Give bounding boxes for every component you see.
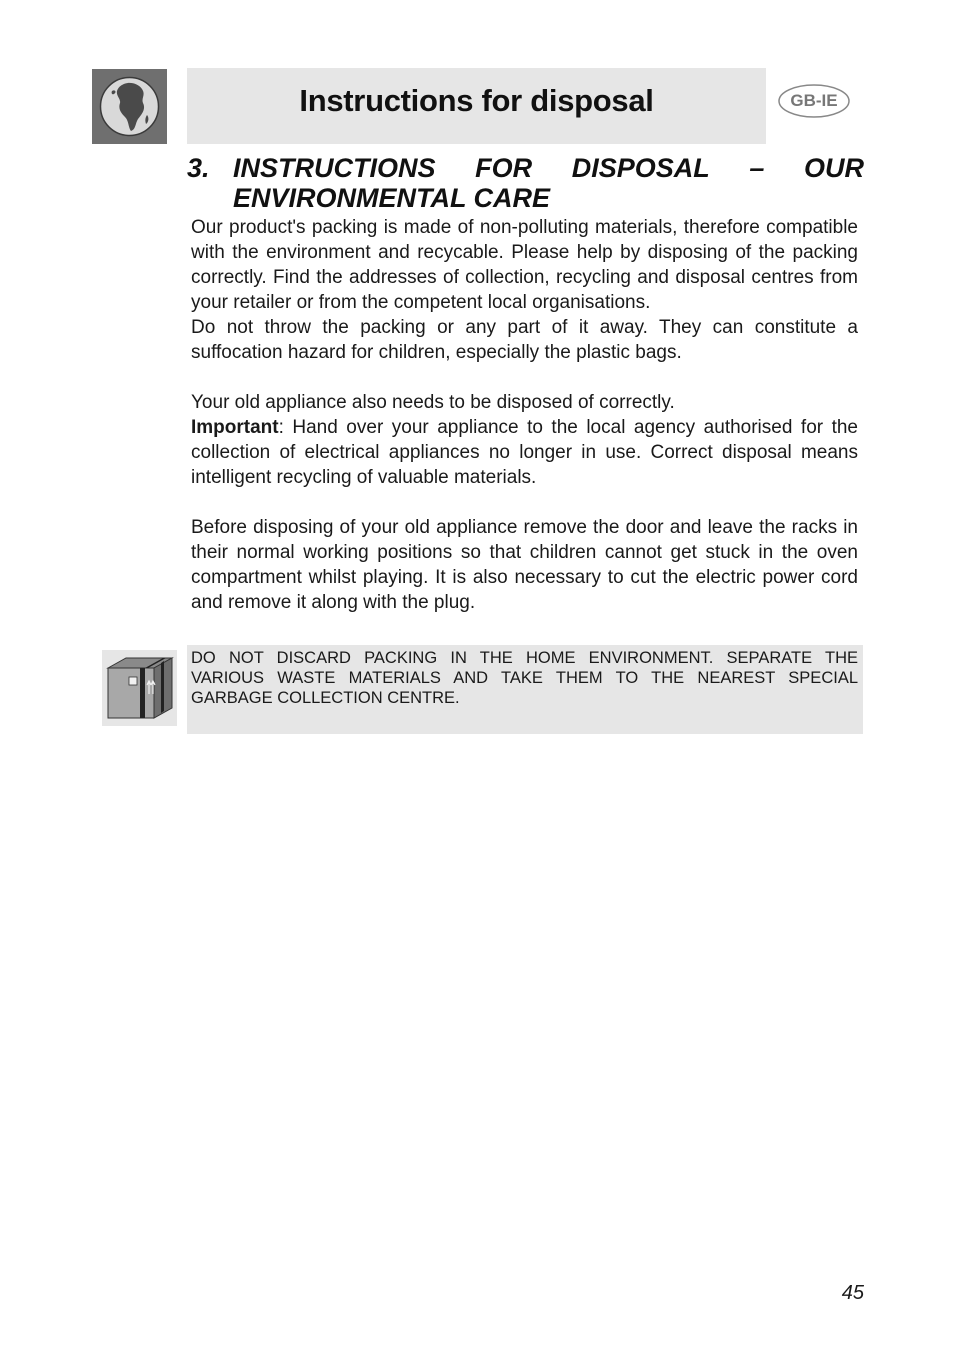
heading-word: OUR (804, 153, 864, 183)
page-number: 45 (841, 1282, 864, 1304)
important-text: : Hand over your appliance to the local agency authorised for the collection of electrical appliances no longer in use. Correct disposal means intelligent recycling of valuable materials. (191, 417, 858, 488)
important-label: Important (191, 417, 279, 438)
notice-text: DO NOT DISCARD PACKING IN THE HOME ENVIRONMENT. SEPARATE THE VARIOUS WASTE MATERIALS AND TAKE THEM TO THE NEAREST SPECIAL GARBAGE COLLECTION CENTRE. (191, 649, 858, 707)
language-badge-label: GB-IE (790, 91, 838, 110)
language-badge (778, 84, 850, 118)
globe-icon (92, 69, 167, 144)
paragraph-old-appliance: Your old appliance also needs to be disposed of correctly. (191, 392, 675, 413)
header-band (187, 68, 766, 144)
heading-word: FOR (475, 153, 533, 183)
section-heading-line1 (233, 153, 864, 183)
package-box-icon (102, 650, 177, 726)
paragraph-before-disposing: Before disposing of your old appliance remove the door and leave the racks in their normal working positions so that children cannot get stuck in the oven compartment whilst playing. It is also necessary to cut the electric power cord and remove it along with the plug. (191, 517, 858, 613)
page-title: Instructions for disposal (299, 83, 654, 118)
section-number: 3. (187, 153, 210, 183)
section-heading-line2: ENVIRONMENTAL CARE (233, 183, 551, 213)
heading-word: INSTRUCTIONS (233, 153, 436, 183)
paragraph-packing: Our product's packing is made of non-polluting materials, therefore compatible with the environment and recycable. Please help by disposing of the packing correctly. Find the addresses of collection, recycling and disposal centres from your retailer or from the competent local organisations. (191, 217, 858, 313)
heading-word: – (749, 153, 765, 183)
notice-box (187, 645, 863, 734)
heading-word: DISPOSAL (571, 153, 710, 183)
body-text (191, 215, 858, 615)
paragraph-hazard: Do not throw the packing or any part of it away. They can constitute a suffocation hazard for children, especially the plastic bags. (191, 317, 858, 363)
paragraph-important (191, 415, 858, 490)
